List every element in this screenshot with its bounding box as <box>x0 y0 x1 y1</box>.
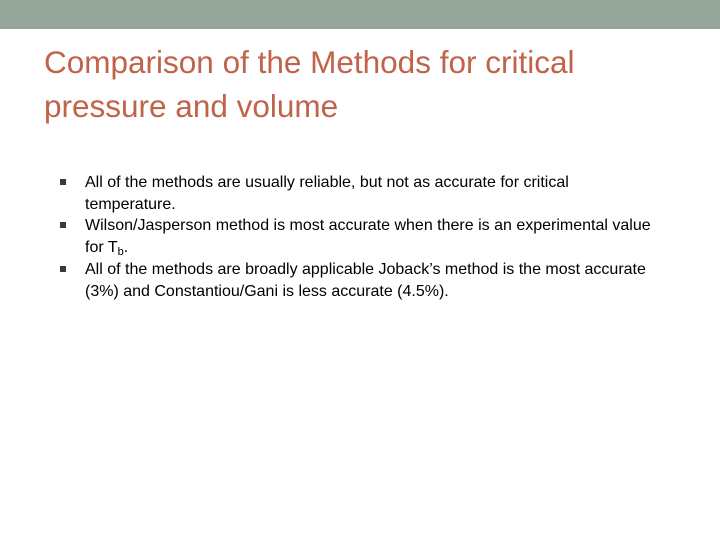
bullet-list <box>60 172 660 302</box>
bullet-text: Wilson/Jasperson method is most accurate when there is an experimental value for T <box>85 217 651 257</box>
bullet-item <box>60 259 660 302</box>
bullet-text: All of the methods are broadly applicable Joback’s method is the most accurate (3%) and Constantiou/Gani is less accurate (4.5%). <box>85 260 646 300</box>
square-bullet-icon <box>60 179 66 185</box>
subscript-b: b <box>117 246 124 259</box>
slide-title: Comparison of the Methods for critical pressure and volume <box>44 44 575 124</box>
bullet-item <box>60 172 660 215</box>
top-accent-bar <box>0 0 720 29</box>
bullet-text: All of the methods are usually reliable, but not as accurate for critical temperature. <box>85 174 569 213</box>
square-bullet-icon <box>60 266 66 272</box>
bullet-item <box>60 215 660 258</box>
bullet-text-end: . <box>123 239 129 257</box>
square-bullet-icon <box>60 222 66 228</box>
